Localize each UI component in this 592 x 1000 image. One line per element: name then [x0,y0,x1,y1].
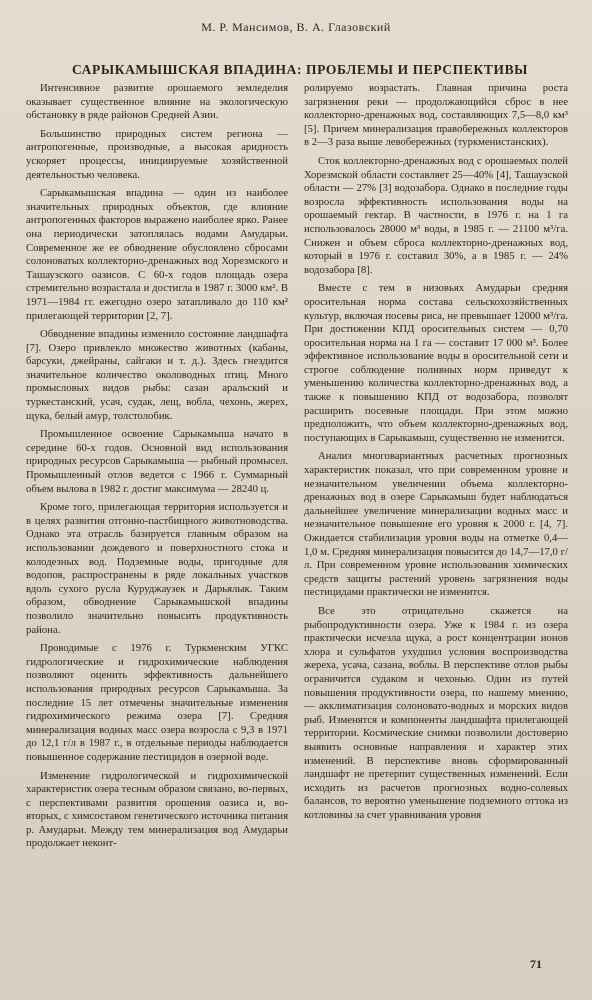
paragraph: Вместе с тем в низовьях Амударьи средняя оросительная норма состава сельскохозяйственных культур, включая посевы риса, не превышает 12000 м³/га. При достижении КПД оросительных систем — 0,70 оросительная норма на 1 га — составит 17 000 м³. Более эффективное использование воды в оросительной сети и строгое соблюдение поливных норм приведут к уменьшению количества коллекторно-дренажных вод, а также к повышению КПД от водозабора, позволят расширить посевные площади. При этом можно предположить, что объем коллекторно-дренажных вод, поступающих в Сарыкамыш, существенно не изменится. [304,282,568,444]
article-authors: М. Р. Мансимов, В. А. Глазовский [201,20,391,34]
article-title: САРЫКАМЫШСКАЯ ВПАДИНА: ПРОБЛЕМЫ И ПЕРСПЕКТИВЫ [71,62,529,77]
paragraph: Большинство природных систем региона — антропогенные, производные, а высокая аридность ускоряет процессы, инициируемые хозяйственной деятельностью человека. [26,127,288,181]
paragraph: Интенсивное развитие орошаемого земледелия оказывает существенное влияние на экологическую обстановку в ряде районов Средней Азии. [26,82,288,122]
paragraph: Проводимые с 1976 г. Туркменским УГКС гидрологические и гидрохимические наблюдения позволяют оценить эффективность дальнейшего использования природных ресурсов Сарыкамыша. За последние 15 лет отмечены значительные изменения гидрохимического режима озера [7]. Средняя минерализация водных масс озера возросла с 9,3 в 1971 до 12,1 г/л в 1987 г., в отдельные периоды наблюдается повышенное содержание пестицидов в озерной воде. [26,642,288,763]
paragraph: Промышленное освоение Сарыкамыша начато в середине 60-х годов. Основной вид использования природных ресурсов Сарыкамыша — рыбный промысел. Промышленный отлов ведется с 1966 г. Суммарный объем вылова в 1982 г. достиг максимума — 28240 ц. [26,428,288,495]
page-number: 71 [530,957,542,971]
paragraph: Все это отрицательно скажется на рыбопродуктивности озера. Уже к 1984 г. из озера практически исчезла щука, а рост концентрации ионов хлора и сульфатов ухудшил условия воспроизводства жереха, усача, сазана, воблы. В перспективе отлов рыбы ограничится судаком и чехонью. Один из путей повышения продуктивности озера, по нашему мнению, — акклиматизация солоновато-водных и морских видов рыб. Изменятся и компоненты ландшафта прилегающей территории. Космические снимки позволили достоверно выявить основные направления и характер этих изменений. В перспективе вновь сформированный ландшафт не претерпит существенных изменений. Если исходить из расчетов прогнозных водно-солевых балансов, то вероятно уменьшение подземного оттока из котловины за счет уравнивания уровня [304,604,568,821]
paragraph: ролируемо возрастать. Главная причина роста загрязнения реки — продолжающийся сброс в нее коллекторно-дренажных вод, составляющих 7,5—8,0 км³ [5]. Причем минерализация правобережных коллекторов в 2—3 раза выше левобережных (туркменистанских). [304,82,568,149]
paragraph: Анализ многовариантных расчетных прогнозных характеристик показал, что при современном уровне и незначительном увеличении объема коллекторно-дренажных вод в озере Сарыкамыш будет наблюдаться дальнейшее увеличение минерализации водных масс и незначительное повышение его уровня к 2000 г. [4, 7]. Ожидается стабилизация уровня воды на отметке 0,4—1,0 м. Средняя минерализация повысится до 14,7—17,0 г/л. При современном уровне использования химических средств защиты растений уровень загрязнения воды пестицидами практически не изменится. [304,450,568,599]
paragraph: Сток коллекторно-дренажных вод с орошаемых полей Хорезмской области составляет 25—40% [4], Ташаузской области — 27% [3] водозабора. Однако в последние годы возросла эффективность использования воды на орошаемый гектар. В частности, в 1976 г. на 1 га использовалось 28000 м³ воды, в 1985 г. — 21100 м³/га. Снижен и объем сброса коллекторно-дренажных вод, который в 1976 г. составил 30%, а в 1985 г. — 24% водозабора [8]. [304,154,568,276]
paragraph: Сарыкамышская впадина — один из наиболее значительных природных объектов, где влияние антропогенных факторов выражено наиболее ярко. Ранее она периодически затоплялась водами Амударьи. Современное же ее обводнение обусловлено сбросами солоноватых коллекторно-дренажных вод Хорезмского и Ташаузского оазисов. С 60-х годов площадь озера стремительно возрастала и достигла в 1987 г. 3000 км². В 1971—1984 гг. ежегодно озеро затапливало до 110 км² прилегающей территории [2, 7]. [26,187,288,322]
paragraph: Изменение гидрологической и гидрохимической характеристик озера тесным образом связано, во-первых, с перспективами развития орошения оазиса и, во-вторых, с химсоставом генетического источника питания р. Амударьи. Между тем минерализация вод Амударьи продолжает неконт- [26,769,288,850]
paragraph: Обводнение впадины изменило состояние ландшафта [7]. Озеро привлекло множество животных (кабаны, барсуки, джейраны, сайгаки и т. д.). Здесь гнездится значительное количество околоводных птиц. Много промысловых видов рыбы: сазан аральский и туркестанский, усач, судак, лещ, вобла, чехонь, жерех, щука, белый амур, толстолобик. [26,328,288,422]
paragraph: Кроме того, прилегающая территория используется и в целях развития отгонно-пастбищного животноводства. Однако эта отрасль базируется главным образом на использовании дождевого и поверхностного стока и колодезных вод. Подземные воды, пригодные для водопоя, распространены в ряде локальных участков вдоль сухого русла Куруджаузек и Дарьялык. Таким образом, обводнение Сарыкамышской впадины позволило значительно повысить продуктивность района. [26,501,288,636]
right-text-column [304,82,568,827]
left-text-column [26,82,288,856]
